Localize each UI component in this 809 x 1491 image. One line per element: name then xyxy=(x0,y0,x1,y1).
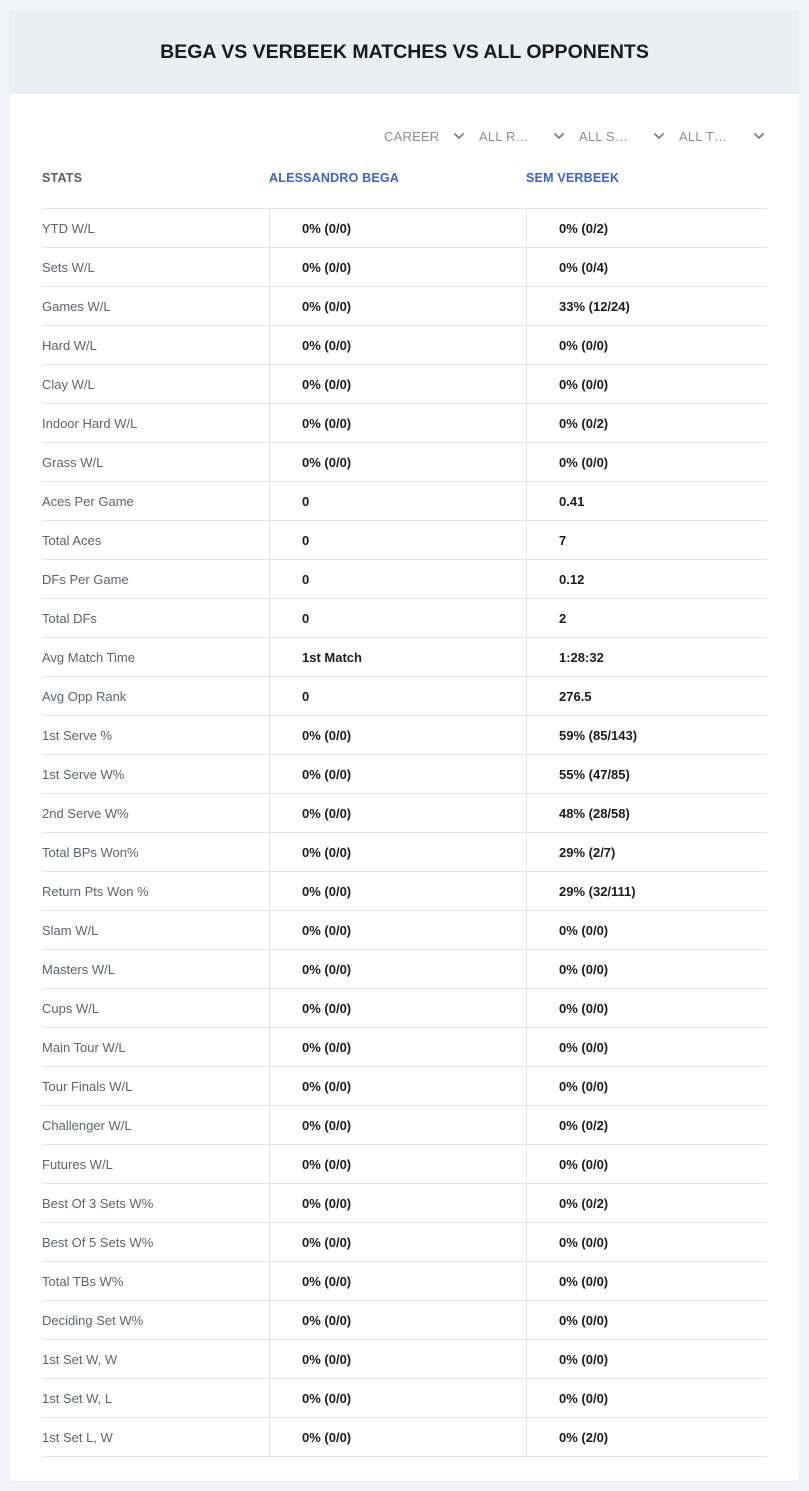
stat-label: Futures W/L xyxy=(42,1156,113,1172)
table-row xyxy=(42,482,767,521)
player2-stat-value: 29% (32/111) xyxy=(526,872,767,910)
player2-stat-value: 1:28:32 xyxy=(526,638,767,676)
player1-stat-value: 0% (0/0) xyxy=(269,365,526,403)
table-row xyxy=(42,1379,767,1418)
table-header xyxy=(42,171,767,209)
player1-stat-value: 0% (0/0) xyxy=(269,1340,526,1378)
player1-stat-value: 0% (0/0) xyxy=(269,287,526,325)
stat-label: Sets W/L xyxy=(42,259,95,275)
stat-label: Challenger W/L xyxy=(42,1117,132,1133)
stat-label: 1st Set L, W xyxy=(42,1429,113,1445)
table-row xyxy=(42,1067,767,1106)
table-row xyxy=(42,1184,767,1223)
stat-label: Grass W/L xyxy=(42,454,104,470)
player1-stat-value: 0% (0/0) xyxy=(269,755,526,793)
stat-label: Hard W/L xyxy=(42,337,97,353)
player1-stat-value: 0 xyxy=(269,677,526,715)
stats-table-body xyxy=(42,208,767,1457)
table-row xyxy=(42,1340,767,1379)
player2-stat-value: 0% (0/2) xyxy=(526,1106,767,1144)
card-header xyxy=(10,10,799,94)
stat-label: Slam W/L xyxy=(42,922,99,938)
stat-label: Avg Opp Rank xyxy=(42,688,127,704)
player1-stat-value: 0 xyxy=(269,599,526,637)
round-filter-label: ALL R… xyxy=(479,128,529,144)
table-row xyxy=(42,404,767,443)
stat-label: Return Pts Won % xyxy=(42,883,149,899)
player2-stat-value: 0% (0/0) xyxy=(526,1379,767,1417)
chevron-down-icon xyxy=(653,130,665,142)
player2-stat-value: 0% (0/4) xyxy=(526,248,767,286)
player2-stat-value: 0% (0/0) xyxy=(526,1028,767,1066)
table-row xyxy=(42,950,767,989)
table-row xyxy=(42,1301,767,1340)
player2-stat-value: 59% (85/143) xyxy=(526,716,767,754)
stat-label: Deciding Set W% xyxy=(42,1312,144,1328)
stat-label: Total BPs Won% xyxy=(42,844,139,860)
player2-stat-value: 0% (0/0) xyxy=(526,911,767,949)
player2-stat-value: 0% (0/0) xyxy=(526,1067,767,1105)
page-title: BEGA VS VERBEEK MATCHES VS ALL OPPONENTS xyxy=(160,40,649,63)
table-row xyxy=(42,989,767,1028)
player2-stat-value: 0.41 xyxy=(526,482,767,520)
stats-card xyxy=(10,10,799,1481)
player2-stat-value: 0% (0/2) xyxy=(526,1184,767,1222)
stat-label: DFs Per Game xyxy=(42,571,129,587)
player2-stat-value: 276.5 xyxy=(526,677,767,715)
player1-stat-value: 0% (0/0) xyxy=(269,1379,526,1417)
player1-stat-value: 0% (0/0) xyxy=(269,443,526,481)
table-row xyxy=(42,365,767,404)
table-row xyxy=(42,1106,767,1145)
stat-label: 1st Serve W% xyxy=(42,766,125,782)
table-row xyxy=(42,248,767,287)
player1-stat-value: 0% (0/0) xyxy=(269,1301,526,1339)
player1-stat-value: 0 xyxy=(269,482,526,520)
player2-stat-value: 0% (0/0) xyxy=(526,1340,767,1378)
stat-label: Indoor Hard W/L xyxy=(42,415,138,431)
tournament-filter-label: ALL T… xyxy=(679,128,728,144)
stat-label: 1st Set W, W xyxy=(42,1351,118,1367)
stat-label: Main Tour W/L xyxy=(42,1039,126,1055)
player1-stat-value: 0% (0/0) xyxy=(269,1184,526,1222)
table-row xyxy=(42,1262,767,1301)
player1-stat-value: 0 xyxy=(269,560,526,598)
stat-label: Tour Finals W/L xyxy=(42,1078,133,1094)
player1-stat-value: 0% (0/0) xyxy=(269,950,526,988)
player2-stat-value: 2 xyxy=(526,599,767,637)
player2-stat-value: 0% (0/2) xyxy=(526,404,767,442)
player1-stat-value: 0% (0/0) xyxy=(269,794,526,832)
player2-stat-value: 0% (0/0) xyxy=(526,1262,767,1300)
player1-stat-value: 0% (0/0) xyxy=(269,1145,526,1183)
stat-label: Clay W/L xyxy=(42,376,95,392)
player1-stat-value: 0% (0/0) xyxy=(269,404,526,442)
table-row xyxy=(42,833,767,872)
player2-stat-value: 0% (0/2) xyxy=(526,209,767,247)
player2-stat-value: 7 xyxy=(526,521,767,559)
stats-column-header: STATS xyxy=(42,171,83,185)
career-filter-select[interactable] xyxy=(384,126,465,146)
player1-stat-value: 1st Match xyxy=(269,638,526,676)
table-row xyxy=(42,599,767,638)
player2-stat-value: 0% (0/0) xyxy=(526,365,767,403)
surface-filter-select[interactable] xyxy=(579,126,665,146)
table-row xyxy=(42,1028,767,1067)
player1-stat-value: 0% (0/0) xyxy=(269,872,526,910)
stat-label: 1st Set W, L xyxy=(42,1390,113,1406)
player1-stat-value: 0% (0/0) xyxy=(269,326,526,364)
table-row xyxy=(42,638,767,677)
tournament-filter-select[interactable] xyxy=(679,126,765,146)
stat-label: YTD W/L xyxy=(42,220,95,236)
player1-stat-value: 0% (0/0) xyxy=(269,989,526,1027)
player2-stat-value: 0% (0/0) xyxy=(526,326,767,364)
table-row xyxy=(42,1223,767,1262)
player1-stat-value: 0% (0/0) xyxy=(269,911,526,949)
stat-label: Masters W/L xyxy=(42,961,115,977)
chevron-down-icon xyxy=(453,130,465,142)
stat-label: Games W/L xyxy=(42,298,111,314)
career-filter-label: CAREER xyxy=(384,128,440,144)
player1-stat-value: 0% (0/0) xyxy=(269,716,526,754)
filter-bar xyxy=(10,126,799,146)
player2-stat-value: 0% (0/0) xyxy=(526,950,767,988)
table-row xyxy=(42,560,767,599)
chevron-down-icon xyxy=(553,130,565,142)
stat-label: Aces Per Game xyxy=(42,493,134,509)
player2-stat-value: 0% (0/0) xyxy=(526,1301,767,1339)
stat-label: Total TBs W% xyxy=(42,1273,124,1289)
player2-stat-value: 0% (2/0) xyxy=(526,1418,767,1456)
stat-label: Cups W/L xyxy=(42,1000,100,1016)
stat-label: Total DFs xyxy=(42,610,97,626)
stat-label: Best Of 3 Sets W% xyxy=(42,1195,154,1211)
player2-link[interactable]: SEM VERBEEK xyxy=(526,171,620,185)
round-filter-select[interactable] xyxy=(479,126,565,146)
player2-stat-value: 0% (0/0) xyxy=(526,989,767,1027)
table-row xyxy=(42,911,767,950)
player1-stat-value: 0% (0/0) xyxy=(269,248,526,286)
player1-stat-value: 0% (0/0) xyxy=(269,209,526,247)
table-row xyxy=(42,521,767,560)
player2-stat-value: 0% (0/0) xyxy=(526,1223,767,1261)
stat-label: 2nd Serve W% xyxy=(42,805,129,821)
player2-stat-value: 0% (0/0) xyxy=(526,1145,767,1183)
player1-stat-value: 0% (0/0) xyxy=(269,1223,526,1261)
player2-stat-value: 48% (28/58) xyxy=(526,794,767,832)
stat-label: Best Of 5 Sets W% xyxy=(42,1234,154,1250)
surface-filter-label: ALL S… xyxy=(579,128,629,144)
player1-stat-value: 0% (0/0) xyxy=(269,1067,526,1105)
stat-label: 1st Serve % xyxy=(42,727,113,743)
table-row xyxy=(42,209,767,248)
player1-stat-value: 0 xyxy=(269,521,526,559)
player1-stat-value: 0% (0/0) xyxy=(269,1262,526,1300)
stat-label: Total Aces xyxy=(42,532,102,548)
player2-stat-value: 0.12 xyxy=(526,560,767,598)
player1-stat-value: 0% (0/0) xyxy=(269,1028,526,1066)
player2-stat-value: 0% (0/0) xyxy=(526,443,767,481)
table-row xyxy=(42,755,767,794)
table-row xyxy=(42,716,767,755)
player2-stat-value: 55% (47/85) xyxy=(526,755,767,793)
player1-link[interactable]: ALESSANDRO BEGA xyxy=(269,171,400,185)
table-row xyxy=(42,326,767,365)
table-row xyxy=(42,872,767,911)
player1-stat-value: 0% (0/0) xyxy=(269,1418,526,1456)
stat-label: Avg Match Time xyxy=(42,649,135,665)
table-row xyxy=(42,1418,767,1457)
table-row xyxy=(42,443,767,482)
table-row xyxy=(42,794,767,833)
table-row xyxy=(42,677,767,716)
player2-stat-value: 33% (12/24) xyxy=(526,287,767,325)
player1-stat-value: 0% (0/0) xyxy=(269,1106,526,1144)
player1-stat-value: 0% (0/0) xyxy=(269,833,526,871)
chevron-down-icon xyxy=(753,130,765,142)
table-row xyxy=(42,1145,767,1184)
table-row xyxy=(42,287,767,326)
player2-stat-value: 29% (2/7) xyxy=(526,833,767,871)
